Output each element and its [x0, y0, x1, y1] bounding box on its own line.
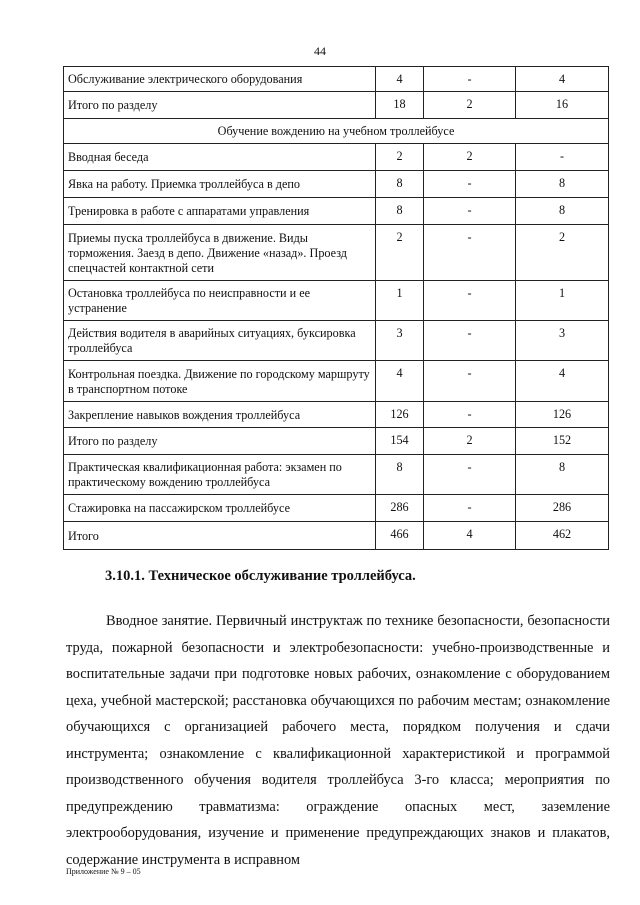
hours-total-cell: 8	[376, 455, 424, 495]
topic-name-cell: Остановка троллейбуса по неисправности и ее устранение	[64, 281, 376, 321]
curriculum-table	[63, 66, 609, 550]
hours-theory-cell: -	[424, 225, 516, 281]
topic-name-cell: Итого по разделу	[64, 92, 376, 119]
table-row	[64, 321, 609, 361]
topic-name-cell: Итого	[64, 522, 376, 550]
hours-total-cell: 2	[376, 144, 424, 171]
topic-name-cell: Стажировка на пассажирском троллейбусе	[64, 495, 376, 522]
footer-note: Приложение № 9 – 05	[66, 867, 141, 876]
hours-practice-cell: 16	[516, 92, 609, 119]
topic-name-cell: Явка на работу. Приемка троллейбуса в депо	[64, 171, 376, 198]
hours-theory-cell: -	[424, 361, 516, 402]
hours-theory-cell: -	[424, 455, 516, 495]
hours-practice-cell: 3	[516, 321, 609, 361]
table-row	[64, 402, 609, 428]
hours-total-cell: 3	[376, 321, 424, 361]
topic-name-cell: Итого по разделу	[64, 428, 376, 455]
hours-practice-cell: 2	[516, 225, 609, 281]
hours-practice-cell: 462	[516, 522, 609, 550]
page-number: 44	[314, 44, 326, 58]
table-row	[64, 144, 609, 171]
table-row	[64, 171, 609, 198]
hours-practice-cell: 126	[516, 402, 609, 428]
hours-total-cell: 126	[376, 402, 424, 428]
topic-name-cell: Тренировка в работе с аппаратами управления	[64, 198, 376, 225]
table-row	[64, 455, 609, 495]
hours-total-cell: 8	[376, 171, 424, 198]
table-section-row	[64, 119, 609, 144]
hours-total-cell: 154	[376, 428, 424, 455]
table-row	[64, 495, 609, 522]
table-row	[64, 281, 609, 321]
hours-theory-cell: -	[424, 281, 516, 321]
hours-practice-cell: 152	[516, 428, 609, 455]
section-heading: 3.10.1. Техническое обслуживание троллейбуса.	[105, 568, 416, 584]
hours-practice-cell: 8	[516, 455, 609, 495]
hours-practice-cell: 4	[516, 67, 609, 92]
table-row	[64, 225, 609, 281]
hours-theory-cell: -	[424, 171, 516, 198]
table-row	[64, 361, 609, 402]
table-row	[64, 198, 609, 225]
topic-name-cell: Обслуживание электрического оборудования	[64, 67, 376, 92]
topic-name-cell: Приемы пуска троллейбуса в движение. Виды торможения. Заезд в депо. Движение «назад». Проезд спецчастей контактной сети	[64, 225, 376, 281]
topic-name-cell: Действия водителя в аварийных ситуациях, буксировка троллейбуса	[64, 321, 376, 361]
topic-name-cell: Вводная беседа	[64, 144, 376, 171]
hours-theory-cell: -	[424, 402, 516, 428]
table-row	[64, 428, 609, 455]
hours-total-cell: 466	[376, 522, 424, 550]
curriculum-table-body	[64, 67, 609, 550]
hours-theory-cell: 2	[424, 428, 516, 455]
hours-practice-cell: 8	[516, 171, 609, 198]
hours-total-cell: 1	[376, 281, 424, 321]
hours-theory-cell: -	[424, 321, 516, 361]
hours-practice-cell: 4	[516, 361, 609, 402]
hours-theory-cell: 4	[424, 522, 516, 550]
hours-theory-cell: -	[424, 198, 516, 225]
topic-name-cell: Контрольная поездка. Движение по городскому маршруту в транспортном потоке	[64, 361, 376, 402]
hours-total-cell: 4	[376, 361, 424, 402]
hours-theory-cell: -	[424, 67, 516, 92]
hours-total-cell: 286	[376, 495, 424, 522]
hours-total-cell: 18	[376, 92, 424, 119]
section-title-cell: Обучение вождению на учебном троллейбусе	[64, 119, 609, 144]
hours-practice-cell: 8	[516, 198, 609, 225]
body-paragraph: Вводное занятие. Первичный инструктаж по технике безопасности, безопасности труда, пожарной безопасности и электробезопасности: учебно-производственные и воспитательные задачи при подготовке новых рабочих, ознакомление с оборудованием цеха, учебной мастерской; расстановка обучающихся по рабочим местам; ознакомление обучающихся с организацией рабочего места, порядком получения и сдачи инструмента; ознакомление с квалификационной характеристикой и программой производственного обучения водителя троллейбуса 3-го класса; мероприятия по предупреждению травматизма: ограждение опасных мест, заземление электрооборудования, изучение и применение предупреждающих знаков и плакатов, содержание инструмента в исправном	[66, 613, 610, 868]
hours-total-cell: 8	[376, 198, 424, 225]
topic-name-cell: Практическая квалификационная работа: экзамен по практическому вождению троллейбуса	[64, 455, 376, 495]
hours-total-cell: 2	[376, 225, 424, 281]
hours-total-cell: 4	[376, 67, 424, 92]
hours-theory-cell: 2	[424, 92, 516, 119]
topic-name-cell: Закрепление навыков вождения троллейбуса	[64, 402, 376, 428]
table-row	[64, 92, 609, 119]
hours-theory-cell: 2	[424, 144, 516, 171]
hours-theory-cell: -	[424, 495, 516, 522]
table-row	[64, 522, 609, 550]
table-row	[64, 67, 609, 92]
hours-practice-cell: 1	[516, 281, 609, 321]
hours-practice-cell: 286	[516, 495, 609, 522]
hours-practice-cell: -	[516, 144, 609, 171]
